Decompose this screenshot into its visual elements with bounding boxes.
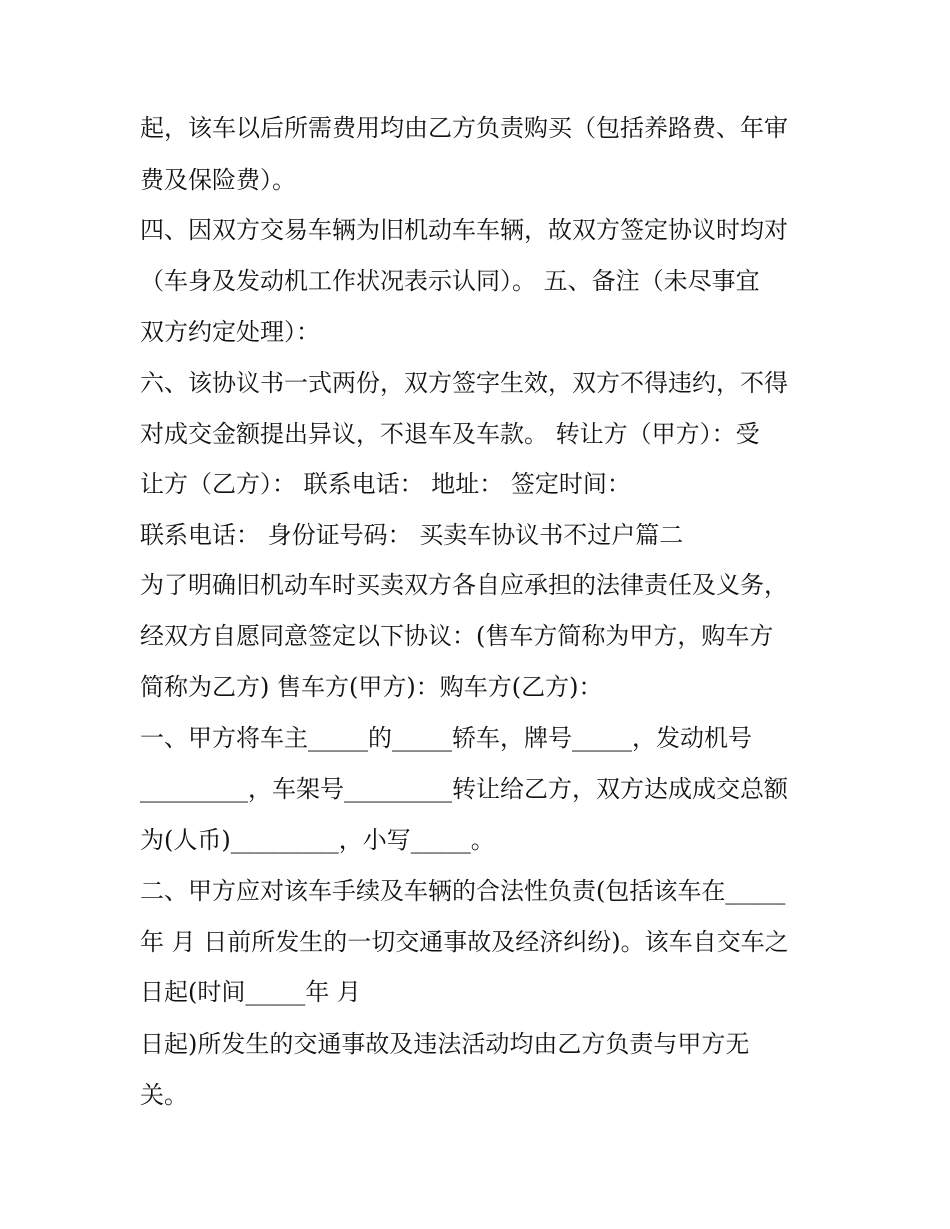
text-line: 为(人币)_________，小写_____。 <box>140 826 495 854</box>
text-line: 让方（乙方）： 联系电话： 地址： 签定时间： <box>140 470 631 498</box>
text-line: 费及保险费）。 <box>140 166 296 194</box>
text-line: 简称为乙方) 售车方(甲方)：购车方(乙方)： <box>140 673 603 701</box>
text-line: 一、甲方将车主_____的_____轿车，牌号_____，发动机号 <box>140 724 752 752</box>
text-line: _________，车架号_________转让给乙方，双方达成成交总额 <box>140 775 788 803</box>
text-line: 日起)所发生的交通事故及违法活动均由乙方负责与甲方无 <box>140 1030 750 1058</box>
text-line: 关。 <box>140 1081 188 1109</box>
text-line: 二、甲方应对该车手续及车辆的合法性负责(包括该车在_____ <box>140 877 786 905</box>
text-line: （车身及发动机工作状况表示认同）。 五、备注（未尽事宜 <box>140 267 760 295</box>
text-line: 经双方自愿同意签定以下协议：(售车方简称为甲方，购车方 <box>140 622 774 650</box>
text-line: 六、该协议书一式两份，双方签字生效，双方不得违约，不得 <box>140 369 788 397</box>
text-line: 四、因双方交易车辆为旧机动车车辆，故双方签定协议时均对 <box>140 216 788 244</box>
text-line: 联系电话： 身份证号码： 买卖车协议书不过户篇二 <box>140 521 684 549</box>
text-line: 日起(时间_____年 月 <box>140 978 361 1006</box>
text-line: 年 月 日前所发生的一切交通事故及经济纠纷)。该车自交车之 <box>140 928 789 956</box>
text-line: 起，该车以后所需费用均由乙方负责购买（包括养路费、年审 <box>140 114 788 142</box>
text-line: 对成交金额提出异议，不退车及车款。 转让方（甲方）：受 <box>140 420 760 448</box>
text-line: 为了明确旧机动车时买卖双方各自应承担的法律责任及义务， <box>140 571 788 599</box>
text-line: 双方约定处理）： <box>140 318 320 346</box>
